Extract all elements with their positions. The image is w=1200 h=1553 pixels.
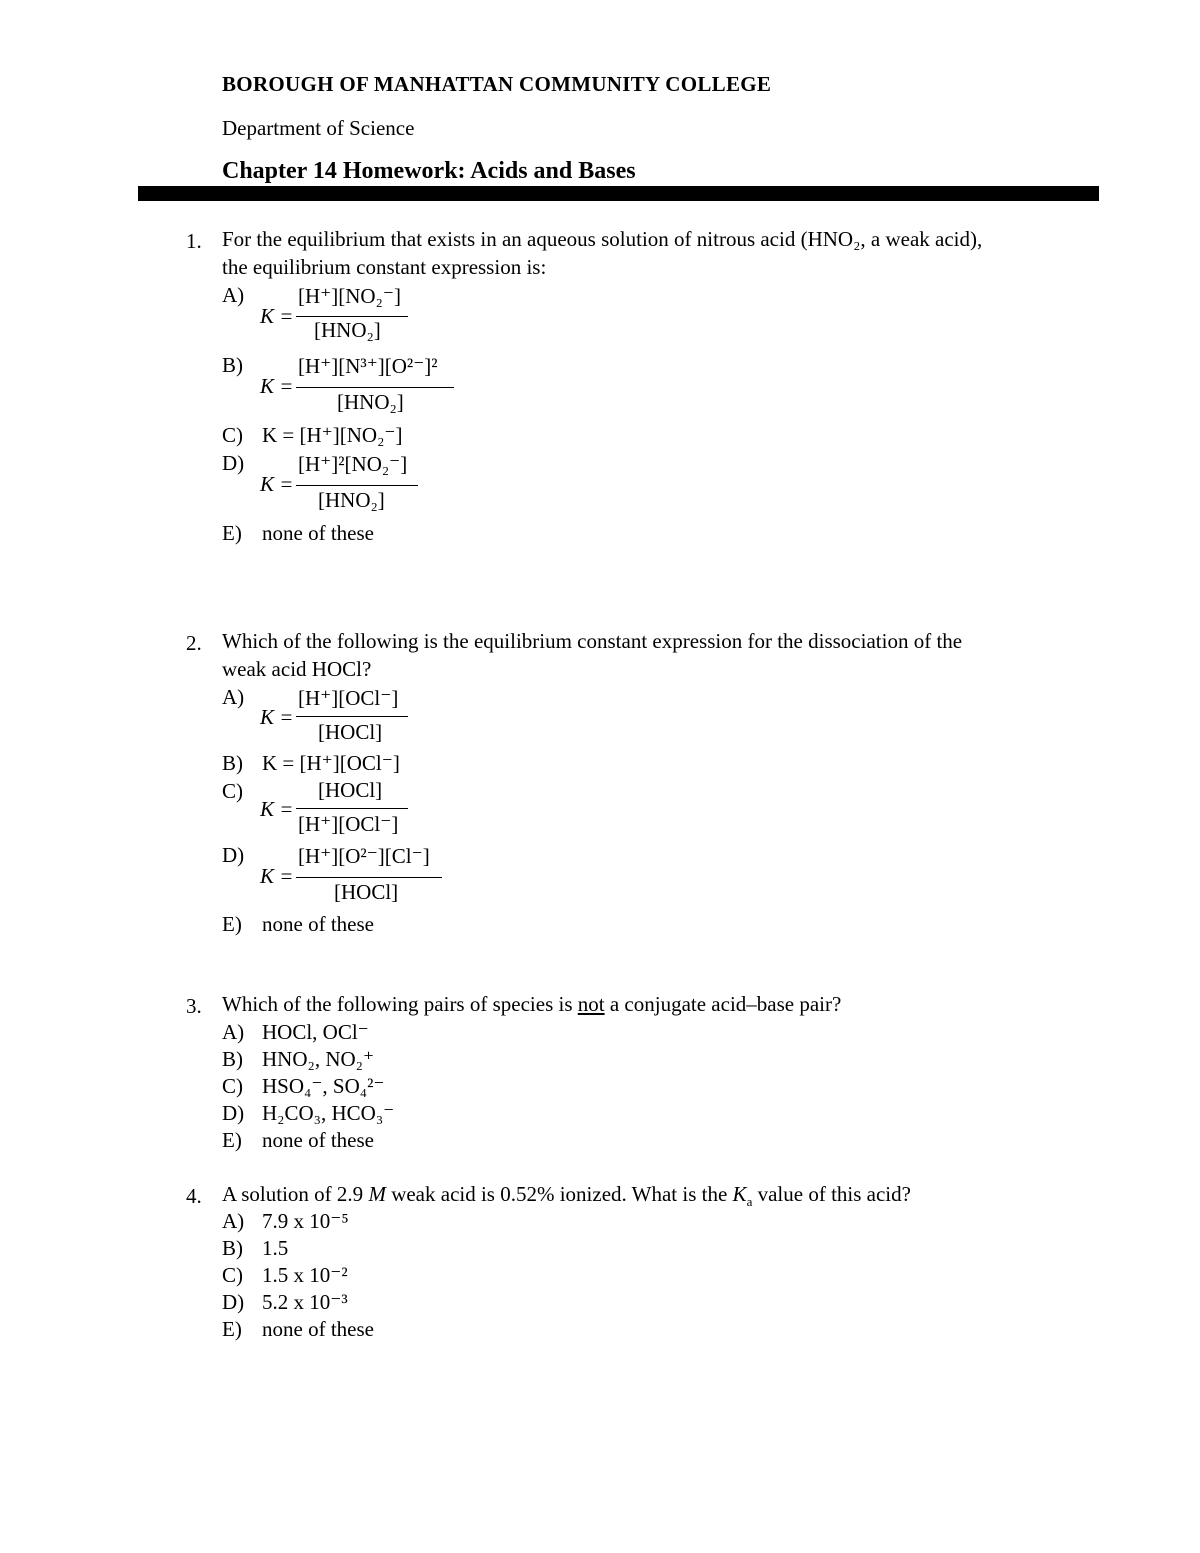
q1-option-c: [222, 422, 402, 449]
q1-text-line2: the equilibrium constant expression is:: [222, 255, 547, 279]
q2-text-line2: weak acid HOCl?: [222, 657, 372, 681]
q4-option-d-label: D): [222, 1290, 245, 1314]
q4-option-e-text: none of these: [262, 1317, 374, 1341]
q1-option-d-label: D): [222, 451, 245, 475]
q1-option-c-label: C): [222, 423, 243, 447]
q4-option-c: [222, 1262, 348, 1289]
q4-ka-k: K: [732, 1182, 747, 1206]
q2-option-d-numerator: [H⁺][O²⁻][Cl⁻]: [298, 844, 430, 868]
q2-option-c-k: K =: [260, 797, 294, 821]
q1-option-b-fraction-bar: [296, 387, 454, 388]
q4-option-b: [222, 1235, 288, 1262]
q3-option-d: [222, 1100, 394, 1127]
q2-option-d-k: K =: [260, 864, 294, 888]
q2-option-a-fraction-bar: [296, 716, 408, 717]
q3-option-e-text: none of these: [262, 1128, 374, 1152]
college-name: BOROUGH OF MANHATTAN COMMUNITY COLLEGE: [222, 72, 772, 96]
q2-option-c-numerator: [HOCl]: [318, 778, 383, 802]
q1-option-e: [222, 520, 374, 547]
q4-option-e-label: E): [222, 1317, 242, 1341]
q4-option-e: [222, 1316, 374, 1343]
q2-option-b-label: B): [222, 751, 243, 775]
q3-option-c: [222, 1073, 384, 1100]
q4-text: [222, 1181, 911, 1208]
q3-text-after: a conjugate acid–base pair?: [604, 992, 842, 1016]
q3-option-b-text: HNO₂, NO₂⁺: [262, 1047, 375, 1071]
q2-option-d-label: D): [222, 843, 245, 867]
q1-text-line1: For the equilibrium that exists in an aqueous solution of nitrous acid (HNO₂, a weak acid),: [222, 227, 983, 251]
q3-text-before: Which of the following pairs of species is: [222, 992, 578, 1016]
q4-number: 4.: [186, 1184, 202, 1208]
q3-option-b-label: B): [222, 1047, 243, 1071]
q4-option-c-label: C): [222, 1263, 243, 1287]
q1-option-d-k: K =: [260, 472, 294, 496]
q1-option-e-text: none of these: [262, 521, 374, 545]
q2-option-d-fraction-bar: [296, 877, 442, 878]
q4-text-part1: A solution of 2.9: [222, 1182, 369, 1206]
q2-option-e-text: none of these: [262, 912, 374, 936]
q3-option-c-text: HSO₄⁻, SO₄²⁻: [262, 1074, 385, 1098]
q1-option-a-label: A): [222, 283, 245, 307]
q3-option-e-label: E): [222, 1128, 242, 1152]
q2-text-line1: Which of the following is the equilibrium constant expression for the dissociation of the: [222, 629, 963, 653]
q1-option-d-numerator: [H⁺]²[NO₂⁻]: [298, 452, 408, 476]
q2-option-b-text: K = [H⁺][OCl⁻]: [262, 751, 400, 775]
q2-option-c-label: C): [222, 779, 243, 803]
q1-option-a-numerator: [H⁺][NO₂⁻]: [298, 284, 401, 308]
q2-number: 2.: [186, 631, 202, 655]
q1-option-a-k: K =: [260, 304, 294, 328]
chapter-title: Chapter 14 Homework: Acids and Bases: [222, 158, 636, 184]
q4-option-a-label: A): [222, 1209, 245, 1233]
q2-option-e: [222, 911, 374, 938]
q2-option-a-label: A): [222, 685, 245, 709]
q1-option-d-fraction-bar: [296, 485, 418, 486]
q2-option-e-label: E): [222, 912, 242, 936]
q3-text: [222, 991, 841, 1018]
q4-text-part2: weak acid is 0.52% ionized. What is the: [385, 1182, 733, 1206]
q1-option-d-denominator: [HNO₂]: [318, 488, 385, 512]
q1-option-b-k: K =: [260, 374, 294, 398]
q1-number: 1.: [186, 229, 202, 253]
department-name: Department of Science: [222, 116, 415, 140]
q2-option-d-denominator: [HOCl]: [334, 880, 399, 904]
q3-option-d-text: H₂CO₃, HCO₃⁻: [262, 1101, 395, 1125]
q3-option-d-label: D): [222, 1101, 245, 1125]
q2-option-a-k: K =: [260, 705, 294, 729]
q4-option-c-text: 1.5 x 10⁻²: [262, 1263, 348, 1287]
q3-option-b: [222, 1046, 374, 1073]
q3-text-underlined: not: [577, 992, 605, 1016]
q3-option-a-text: HOCl, OCl⁻: [262, 1020, 369, 1044]
q1-option-e-label: E): [222, 521, 242, 545]
q4-option-d-text: 5.2 x 10⁻³: [262, 1290, 348, 1314]
q4-option-a: [222, 1208, 349, 1235]
q1-option-b-denominator: [HNO₂]: [337, 390, 404, 414]
q1-option-a-fraction-bar: [296, 316, 408, 317]
q1-option-b-numerator: [H⁺][N³⁺][O²⁻]²: [298, 354, 438, 378]
q4-text-molar: M: [368, 1182, 386, 1206]
q2-option-c-denominator: [H⁺][OCl⁻]: [298, 812, 399, 836]
q3-option-e: [222, 1127, 374, 1154]
q1-option-c-text: K = [H⁺][NO₂⁻]: [262, 423, 403, 447]
q3-number: 3.: [186, 994, 202, 1018]
q4-text-part3: value of this acid?: [752, 1182, 911, 1206]
q3-option-a: [222, 1019, 369, 1046]
title-rule: [138, 186, 1099, 201]
q2-option-c-fraction-bar: [296, 808, 408, 809]
q4-option-d: [222, 1289, 348, 1316]
q3-option-a-label: A): [222, 1020, 245, 1044]
q3-option-c-label: C): [222, 1074, 243, 1098]
q2-option-a-numerator: [H⁺][OCl⁻]: [298, 686, 399, 710]
q2-option-b: [222, 750, 400, 777]
q1-option-a-denominator: [HNO₂]: [314, 318, 381, 342]
q4-option-a-text: 7.9 x 10⁻⁵: [262, 1209, 349, 1233]
q2-option-a-denominator: [HOCl]: [318, 720, 383, 744]
q4-ka-sub: a: [746, 1194, 753, 1210]
q1-option-b-label: B): [222, 353, 243, 377]
q4-option-b-text: 1.5: [262, 1236, 289, 1260]
q4-option-b-label: B): [222, 1236, 243, 1260]
